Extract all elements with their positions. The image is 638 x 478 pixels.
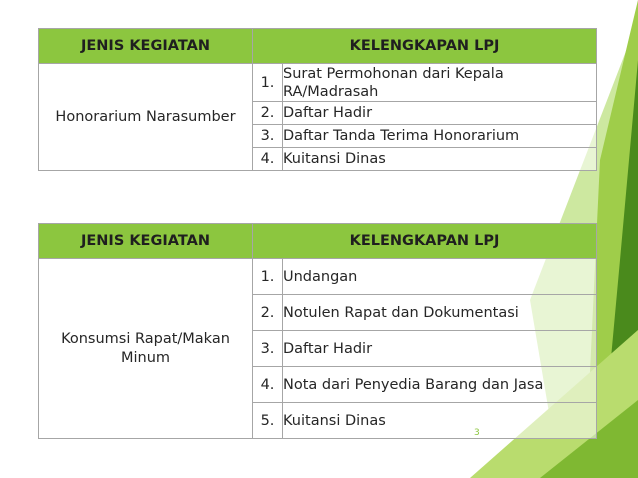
item-number: 4. xyxy=(253,148,283,171)
item-text: Undangan xyxy=(283,259,597,295)
item-number: 3. xyxy=(253,125,283,148)
item-text: Daftar Hadir xyxy=(283,331,597,367)
header-kelengkapan-lpj: KELENGKAPAN LPJ xyxy=(253,29,597,64)
item-number: 4. xyxy=(253,367,283,403)
item-text: Daftar Hadir xyxy=(283,102,597,125)
lpj-table-honorarium xyxy=(38,28,597,171)
item-text: Surat Permohonan dari Kepala RA/Madrasah xyxy=(283,64,597,102)
lpj-table-konsumsi xyxy=(38,223,597,439)
item-text: Kuitansi Dinas xyxy=(283,403,597,439)
kegiatan-cell: Honorarium Narasumber xyxy=(39,64,253,171)
item-number: 2. xyxy=(253,102,283,125)
table-row xyxy=(39,259,597,295)
item-text: Nota dari Penyedia Barang dan Jasa xyxy=(283,367,597,403)
table-header-row xyxy=(39,29,597,64)
header-jenis-kegiatan: JENIS KEGIATAN xyxy=(39,29,253,64)
page-number: 3 xyxy=(474,428,480,438)
table-row xyxy=(39,64,597,102)
kegiatan-cell: Konsumsi Rapat/Makan Minum xyxy=(39,259,253,439)
item-number: 5. xyxy=(253,403,283,439)
item-text: Daftar Tanda Terima Honorarium xyxy=(283,125,597,148)
header-jenis-kegiatan: JENIS KEGIATAN xyxy=(39,224,253,259)
item-number: 1. xyxy=(253,64,283,102)
header-kelengkapan-lpj: KELENGKAPAN LPJ xyxy=(253,224,597,259)
item-number: 3. xyxy=(253,331,283,367)
item-number: 2. xyxy=(253,295,283,331)
item-number: 1. xyxy=(253,259,283,295)
table-header-row xyxy=(39,224,597,259)
item-text: Notulen Rapat dan Dokumentasi xyxy=(283,295,597,331)
item-text: Kuitansi Dinas xyxy=(283,148,597,171)
